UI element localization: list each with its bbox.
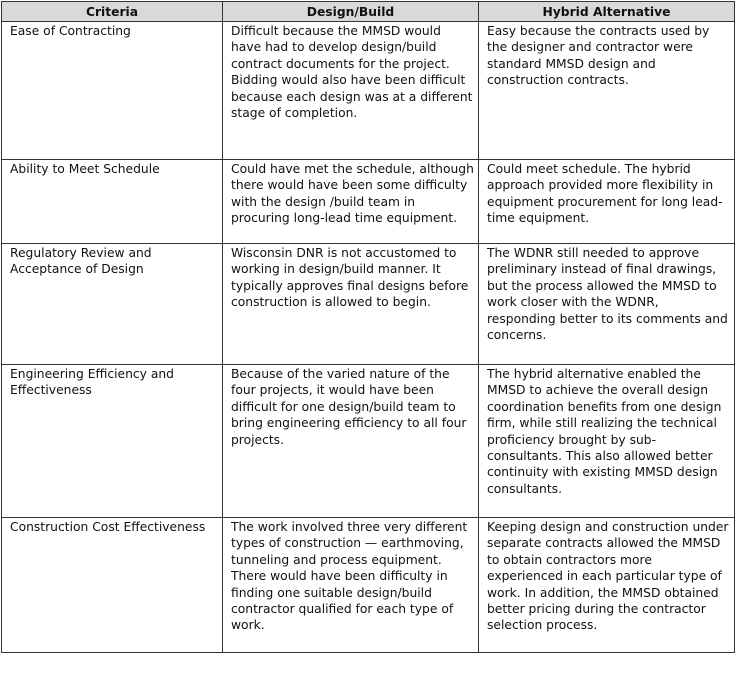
design-build-cell: Wisconsin DNR is not accustomed to working in design/build manner. It typically approves final designs before construction is allowed to begin. <box>223 244 479 365</box>
hybrid-cell: The WDNR still needed to approve preliminary instead of final drawings, but the process allowed the MMSD to work closer with the WDNR, responding better to its comments and concerns. <box>479 244 735 365</box>
table-row <box>2 244 735 365</box>
criteria-cell: Engineering Efficiency and Effectiveness <box>2 365 223 518</box>
criteria-cell: Ability to Meet Schedule <box>2 160 223 244</box>
criteria-cell: Construction Cost Effectiveness <box>2 518 223 653</box>
header-hybrid-alternative: Hybrid Alternative <box>479 2 735 22</box>
hybrid-cell: Could meet schedule. The hybrid approach provided more flexibility in equipment procurement for long lead-time equipment. <box>479 160 735 244</box>
hybrid-cell: Easy because the contracts used by the designer and contractor were standard MMSD design and construction contracts. <box>479 22 735 160</box>
hybrid-cell: Keeping design and construction under separate contracts allowed the MMSD to obtain contractors more experienced in each particular type of work. In addition, the MMSD obtained better pricing during the contractor selection process. <box>479 518 735 653</box>
table-row <box>2 160 735 244</box>
design-build-cell: Difficult because the MMSD would have had to develop design/build contract documents for the project. Bidding would also have been difficult because each design was at a different stage of completion. <box>223 22 479 160</box>
table-row <box>2 365 735 518</box>
criteria-cell: Regulatory Review and Acceptance of Design <box>2 244 223 365</box>
criteria-cell: Ease of Contracting <box>2 22 223 160</box>
table-body <box>2 22 735 653</box>
comparison-table <box>1 1 735 653</box>
table-row <box>2 518 735 653</box>
table-header <box>2 2 735 22</box>
design-build-cell: Because of the varied nature of the four projects, it would have been difficult for one design/build team to bring engineering efficiency to all four projects. <box>223 365 479 518</box>
design-build-cell: Could have met the schedule, although there would have been some difficulty with the design /build team in procuring long-lead time equipment. <box>223 160 479 244</box>
header-design-build: Design/Build <box>223 2 479 22</box>
header-row <box>2 2 735 22</box>
table-row <box>2 22 735 160</box>
design-build-cell: The work involved three very different types of construction — earthmoving, tunneling and process equipment. There would have been difficulty in finding one suitable design/build contractor qualified for each type of work. <box>223 518 479 653</box>
header-criteria: Criteria <box>2 2 223 22</box>
hybrid-cell: The hybrid alternative enabled the MMSD to achieve the overall design coordination benefits from one design firm, while still realizing the technical proficiency brought by sub-consultants. This also allowed better continuity with existing MMSD design consultants. <box>479 365 735 518</box>
